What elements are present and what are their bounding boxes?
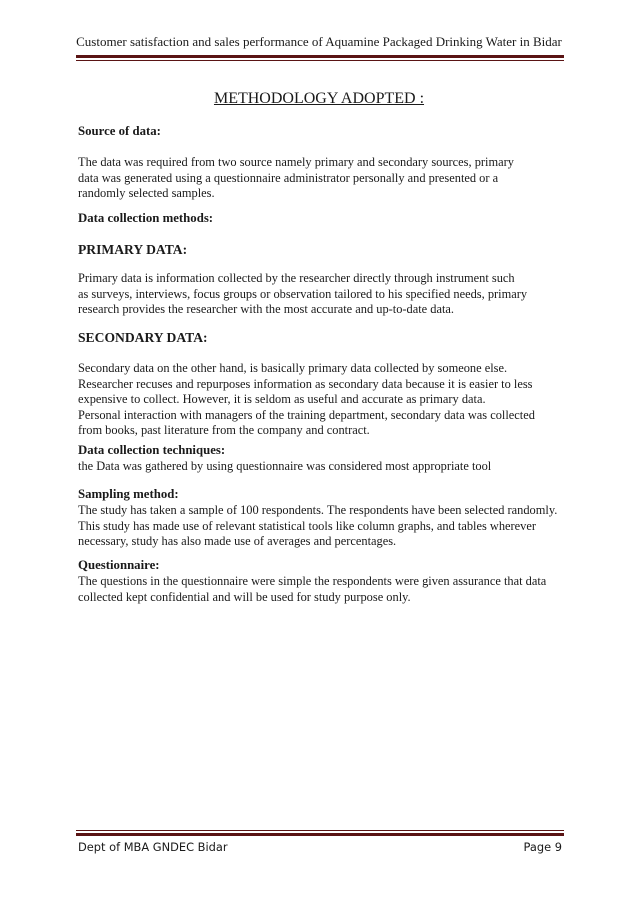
heading-questionnaire: Questionnaire: <box>78 558 160 572</box>
heading-primary-data: PRIMARY DATA: <box>78 242 188 257</box>
heading-source-of-data: Source of data: <box>78 124 161 138</box>
footer-rule-thin <box>76 830 564 831</box>
paragraph-data-collection-techniques <box>78 459 558 475</box>
text-line: Personal interaction with managers of the training department, secondary data was collected <box>78 407 535 422</box>
heading-sampling-method: Sampling method: <box>78 487 179 501</box>
paragraph-source-of-data <box>78 155 558 202</box>
text-line: data was generated using a questionnaire administrator personally and presented or a <box>78 170 499 185</box>
paragraph-sampling-method <box>78 503 558 550</box>
text-line: as surveys, interviews, focus groups or observation tailored to his specified needs, primary <box>78 286 528 301</box>
running-header: Customer satisfaction and sales performance of Aquamine Packaged Drinking Water in Bidar <box>76 34 562 49</box>
paragraph-primary-data <box>78 271 558 318</box>
text-line: The data was required from two source namely primary and secondary sources, primary <box>78 155 514 169</box>
text-line: Primary data is information collected by the researcher directly through instrument such <box>78 271 515 285</box>
text-line: This study has made use of relevant statistical tools like column graphs, and tables wherever <box>78 518 536 533</box>
text-line: research provides the researcher with the most accurate and up-to-date data. <box>78 302 455 316</box>
footer-department: Dept of MBA GNDEC Bidar <box>78 840 228 854</box>
heading-data-collection-methods: Data collection methods: <box>78 211 214 225</box>
text-line: Secondary data on the other hand, is basically primary data collected by someone else. <box>78 361 508 375</box>
text-line: necessary, study has also made use of averages and percentages. <box>78 534 397 548</box>
footer-rule <box>76 833 564 836</box>
text-line: from books, past literature from the company and contract. <box>78 423 370 437</box>
footer-page-number: Page 9 <box>523 840 562 854</box>
header-rule <box>76 55 564 58</box>
text-line: expensive to collect. However, it is seldom as useful and accurate as primary data. <box>78 392 486 406</box>
header-rule-thin <box>76 60 564 61</box>
text-line: collected kept confidential and will be used for study purpose only. <box>78 589 411 604</box>
heading-data-collection-techniques: Data collection techniques: <box>78 443 226 457</box>
paragraph-questionnaire <box>78 574 558 605</box>
heading-secondary-data: SECONDARY DATA: <box>78 330 208 345</box>
text-line: Researcher recuses and repurposes information as secondary data because it is easier to less <box>78 376 533 391</box>
paragraph-secondary-data <box>78 361 558 439</box>
text-line: the Data was gathered by using questionnaire was considered most appropriate tool <box>78 459 492 473</box>
text-line: The questions in the questionnaire were simple the respondents were given assurance that data <box>78 574 547 588</box>
text-line: randomly selected samples. <box>78 186 215 200</box>
text-line: The study has taken a sample of 100 respondents. The respondents have been selected randomly. <box>78 503 558 517</box>
page-title: METHODOLOGY ADOPTED : <box>213 90 425 107</box>
